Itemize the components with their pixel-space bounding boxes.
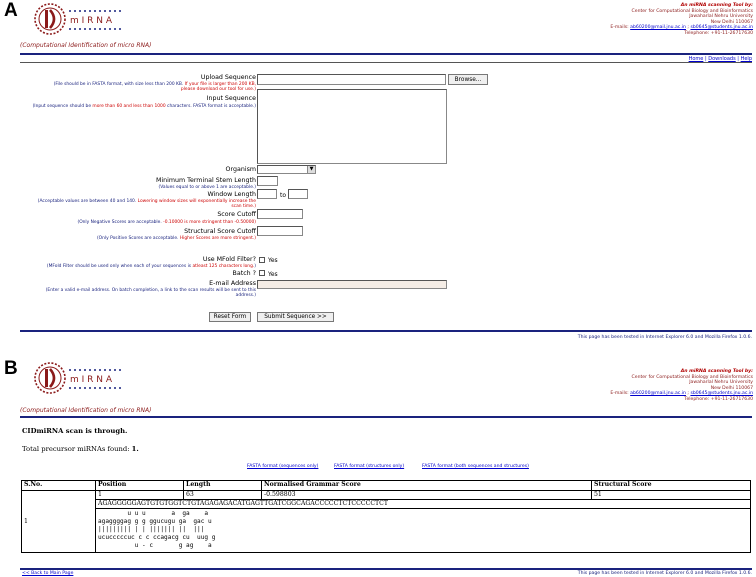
scan-complete-message: CIDmiRNA scan is through. [22, 427, 128, 435]
batch-yes-label: Yes [268, 271, 278, 278]
cell-length: 63 [184, 491, 262, 500]
struct-help-a: (Only Positive Scores are acceptable. [96, 236, 180, 241]
score-help-a: (Only Negative Scores are acceptable. [77, 220, 164, 225]
email-help [46, 288, 256, 298]
structure-row [22, 509, 751, 553]
upload-file-input[interactable] [257, 74, 446, 85]
score-help-b: -0.10000 is more stringent than -0.50000) [163, 220, 256, 225]
upload-help-2: please download our tool for use.) [180, 87, 256, 93]
input-sequence-label: Input Sequence [206, 95, 256, 102]
mfold-help-a: (MFold Filter should be used only when each of your sequences is [46, 264, 193, 269]
chevron-down-icon[interactable]: ▼ [307, 166, 315, 173]
panel-label-b: B [4, 358, 18, 379]
score-cutoff-help [77, 220, 256, 225]
email-link-2-b[interactable]: sb0645@students.jnu.ac.in [690, 391, 753, 397]
col-grammar-score: Normalised Grammar Score [262, 481, 592, 491]
mfold-checkbox[interactable] [259, 257, 265, 263]
header-line2: Jawaharlal Nehru University [689, 14, 753, 20]
header-line1-b: Center for Computational Biology and Bioinformatics [631, 374, 753, 380]
header-line2-b: Jawaharlal Nehru University [689, 380, 753, 386]
logo-text-b: m I R N A [70, 375, 113, 385]
mfold-yes-label: Yes [268, 257, 278, 264]
structural-score-help [97, 236, 256, 241]
cell-grammar-score: -0.598803 [262, 491, 592, 500]
col-structural-score: Structural Score [592, 481, 751, 491]
header-title-b: An miRNA scanning Tool by: [680, 369, 753, 374]
input-sequence-textarea[interactable] [257, 89, 447, 164]
structural-score-input[interactable] [257, 226, 303, 236]
window-help-1a: (Acceptable values are between 40 and 140. [37, 199, 138, 204]
footer-divider-a [20, 330, 752, 332]
window-max-input[interactable] [288, 189, 308, 199]
sequence-row [22, 500, 751, 509]
cidmirna-logo-b [30, 360, 142, 398]
mfold-help [47, 264, 256, 269]
tested-note-b: This page has been tested in Internet Explorer 6.0 and Mozilla Firefox 1.0.6. [577, 571, 752, 576]
fasta-both-link[interactable]: FASTA format (both sequences and structures) [422, 464, 529, 469]
structure-line-4: ucucccccuc c c ccagacg cu uug g [98, 534, 216, 541]
header-info [610, 3, 753, 37]
footer-divider-b [20, 568, 752, 570]
upload-help [54, 82, 256, 92]
min-stem-label: Minimum Terminal Stem Length [156, 177, 256, 184]
nav-sep-1: | [703, 56, 709, 62]
total-found [22, 445, 139, 453]
structural-score-label: Structural Score Cutoff [184, 228, 256, 235]
total-found-count: 1. [131, 445, 139, 453]
window-to-label: to [280, 192, 287, 199]
input-help-b: more than 60 and less than 1000 [92, 104, 166, 109]
cell-sno: 1 [22, 491, 96, 553]
mfold-label: Use MFold Filter? [202, 256, 256, 263]
upload-help-1a: (File should be in FASTA format, with size less than 200 KB. [53, 82, 185, 87]
email-link-1[interactable]: ab60200@mail.jnu.ac.in [630, 25, 686, 31]
header-phone-b: Telephone: +91-11-26717630 [684, 396, 753, 402]
cell-sequence: AGAGGGGGAGTGTGTGGTCTGTAGAGAGACATGAGTTGATCGGCAGACCCCCTCTCCCCCTCT [96, 500, 751, 509]
results-header-row [22, 481, 751, 491]
col-length: Length [184, 481, 262, 491]
cell-position: 1 [96, 491, 184, 500]
input-help-c: characters. FASTA format is acceptable.) [165, 104, 256, 109]
panel-label-a: A [4, 0, 18, 21]
window-help-1b: Lowering window sizes will exponentially increase the [137, 199, 256, 204]
window-length-label: Window Length [207, 191, 256, 198]
back-to-main-link[interactable]: << Back to Main Page [22, 571, 74, 576]
header-divider-b [20, 416, 752, 418]
table-row [22, 491, 751, 500]
score-cutoff-input[interactable] [257, 209, 303, 219]
email-label: E-mail Address [209, 280, 256, 287]
mfold-help-b: atleast 125 characters long. [192, 264, 255, 269]
nav-downloads-link[interactable]: Downloads [708, 56, 736, 62]
structure-line-3: ||||||||| | | ||||||| || ||| [98, 526, 205, 533]
logo-subtitle-b: (Computational Identification of micro RNA) [20, 407, 152, 414]
window-length-help [38, 199, 256, 209]
struct-help-b: Higher Scores are more stringent.) [179, 236, 256, 241]
email-link-2[interactable]: sb0645@students.jnu.ac.in [690, 25, 753, 31]
cidmirna-logo [30, 1, 142, 39]
reset-form-button[interactable]: Reset Form [209, 312, 251, 322]
score-cutoff-label: Score Cutoff [217, 211, 256, 218]
nav-sep-2: | [735, 56, 741, 62]
header-title: An miRNA scanning Tool by: [680, 3, 753, 8]
min-stem-help: (Values equal to or above 1 are acceptable.) [158, 185, 256, 190]
batch-checkbox[interactable] [259, 270, 265, 276]
logo-text: m I R N A [70, 16, 113, 26]
email-link-1-b[interactable]: ab60200@mail.jnu.ac.in [630, 391, 686, 397]
cell-structure [96, 509, 751, 553]
email-help-2: address.) [235, 293, 256, 299]
structure-line-2: agaggggag g g ggucugu ga gac u [98, 518, 212, 525]
header-line3-b: New Delhi 110067 [710, 385, 753, 391]
col-sno: S.No. [22, 481, 96, 491]
window-help-2: scan time.) [231, 204, 256, 210]
logo-subtitle: (Computational Identification of micro RNA) [20, 42, 152, 49]
results-table [21, 480, 751, 553]
nav-divider [20, 62, 752, 63]
emails-prefix: E-mails: [610, 25, 631, 31]
nav-help-link[interactable]: Help [740, 56, 752, 62]
structure-line-1: u u u a ga a [98, 510, 209, 517]
email-help-1: (Enter a valid e-mail address. On batch completion, a link to the scan results will be sent to this [45, 288, 256, 293]
batch-label: Batch ? [232, 270, 256, 277]
nav-home-link[interactable]: Home [688, 56, 704, 62]
fasta-sequences-link[interactable]: FASTA format (sequences only) [247, 464, 319, 469]
header-phone: Telephone: +91-11-26717630 [684, 30, 753, 36]
input-sequence-help [33, 104, 256, 109]
input-help-a: (Input sequence should be [32, 104, 93, 109]
email-separator-b: ; [685, 391, 691, 397]
header-info-b [610, 369, 753, 403]
organism-label: Organism [225, 166, 256, 173]
submit-sequence-button[interactable]: Submit Sequence >> [257, 312, 334, 322]
cell-structural-score: 51 [592, 491, 751, 500]
emails-prefix-b: E-mails: [610, 391, 631, 397]
fasta-structures-link[interactable]: FASTA format (structures only) [334, 464, 405, 469]
min-stem-input[interactable] [257, 176, 278, 186]
header-line1: Center for Computational Biology and Bioinformatics [631, 8, 753, 14]
structure-line-5: u - c g ag a [98, 542, 212, 549]
header-line3: New Delhi 110067 [710, 19, 753, 25]
organism-select[interactable] [257, 165, 316, 174]
upload-help-1b: If your file is larger than 200 KB, [184, 82, 256, 87]
upload-label: Upload Sequence [200, 74, 256, 81]
browse-button[interactable]: Browse... [448, 74, 488, 85]
col-position: Position [96, 481, 184, 491]
total-found-label: Total precursor miRNAs found: [22, 445, 132, 453]
window-min-input[interactable] [257, 189, 277, 199]
email-separator: ; [685, 25, 691, 31]
header-divider [20, 53, 752, 55]
mfold-help-c: ) [254, 264, 256, 269]
email-input[interactable] [257, 280, 447, 289]
tested-note-a: This page has been tested in Internet Explorer 6.0 and Mozilla Firefox 1.0.6. [577, 335, 752, 340]
